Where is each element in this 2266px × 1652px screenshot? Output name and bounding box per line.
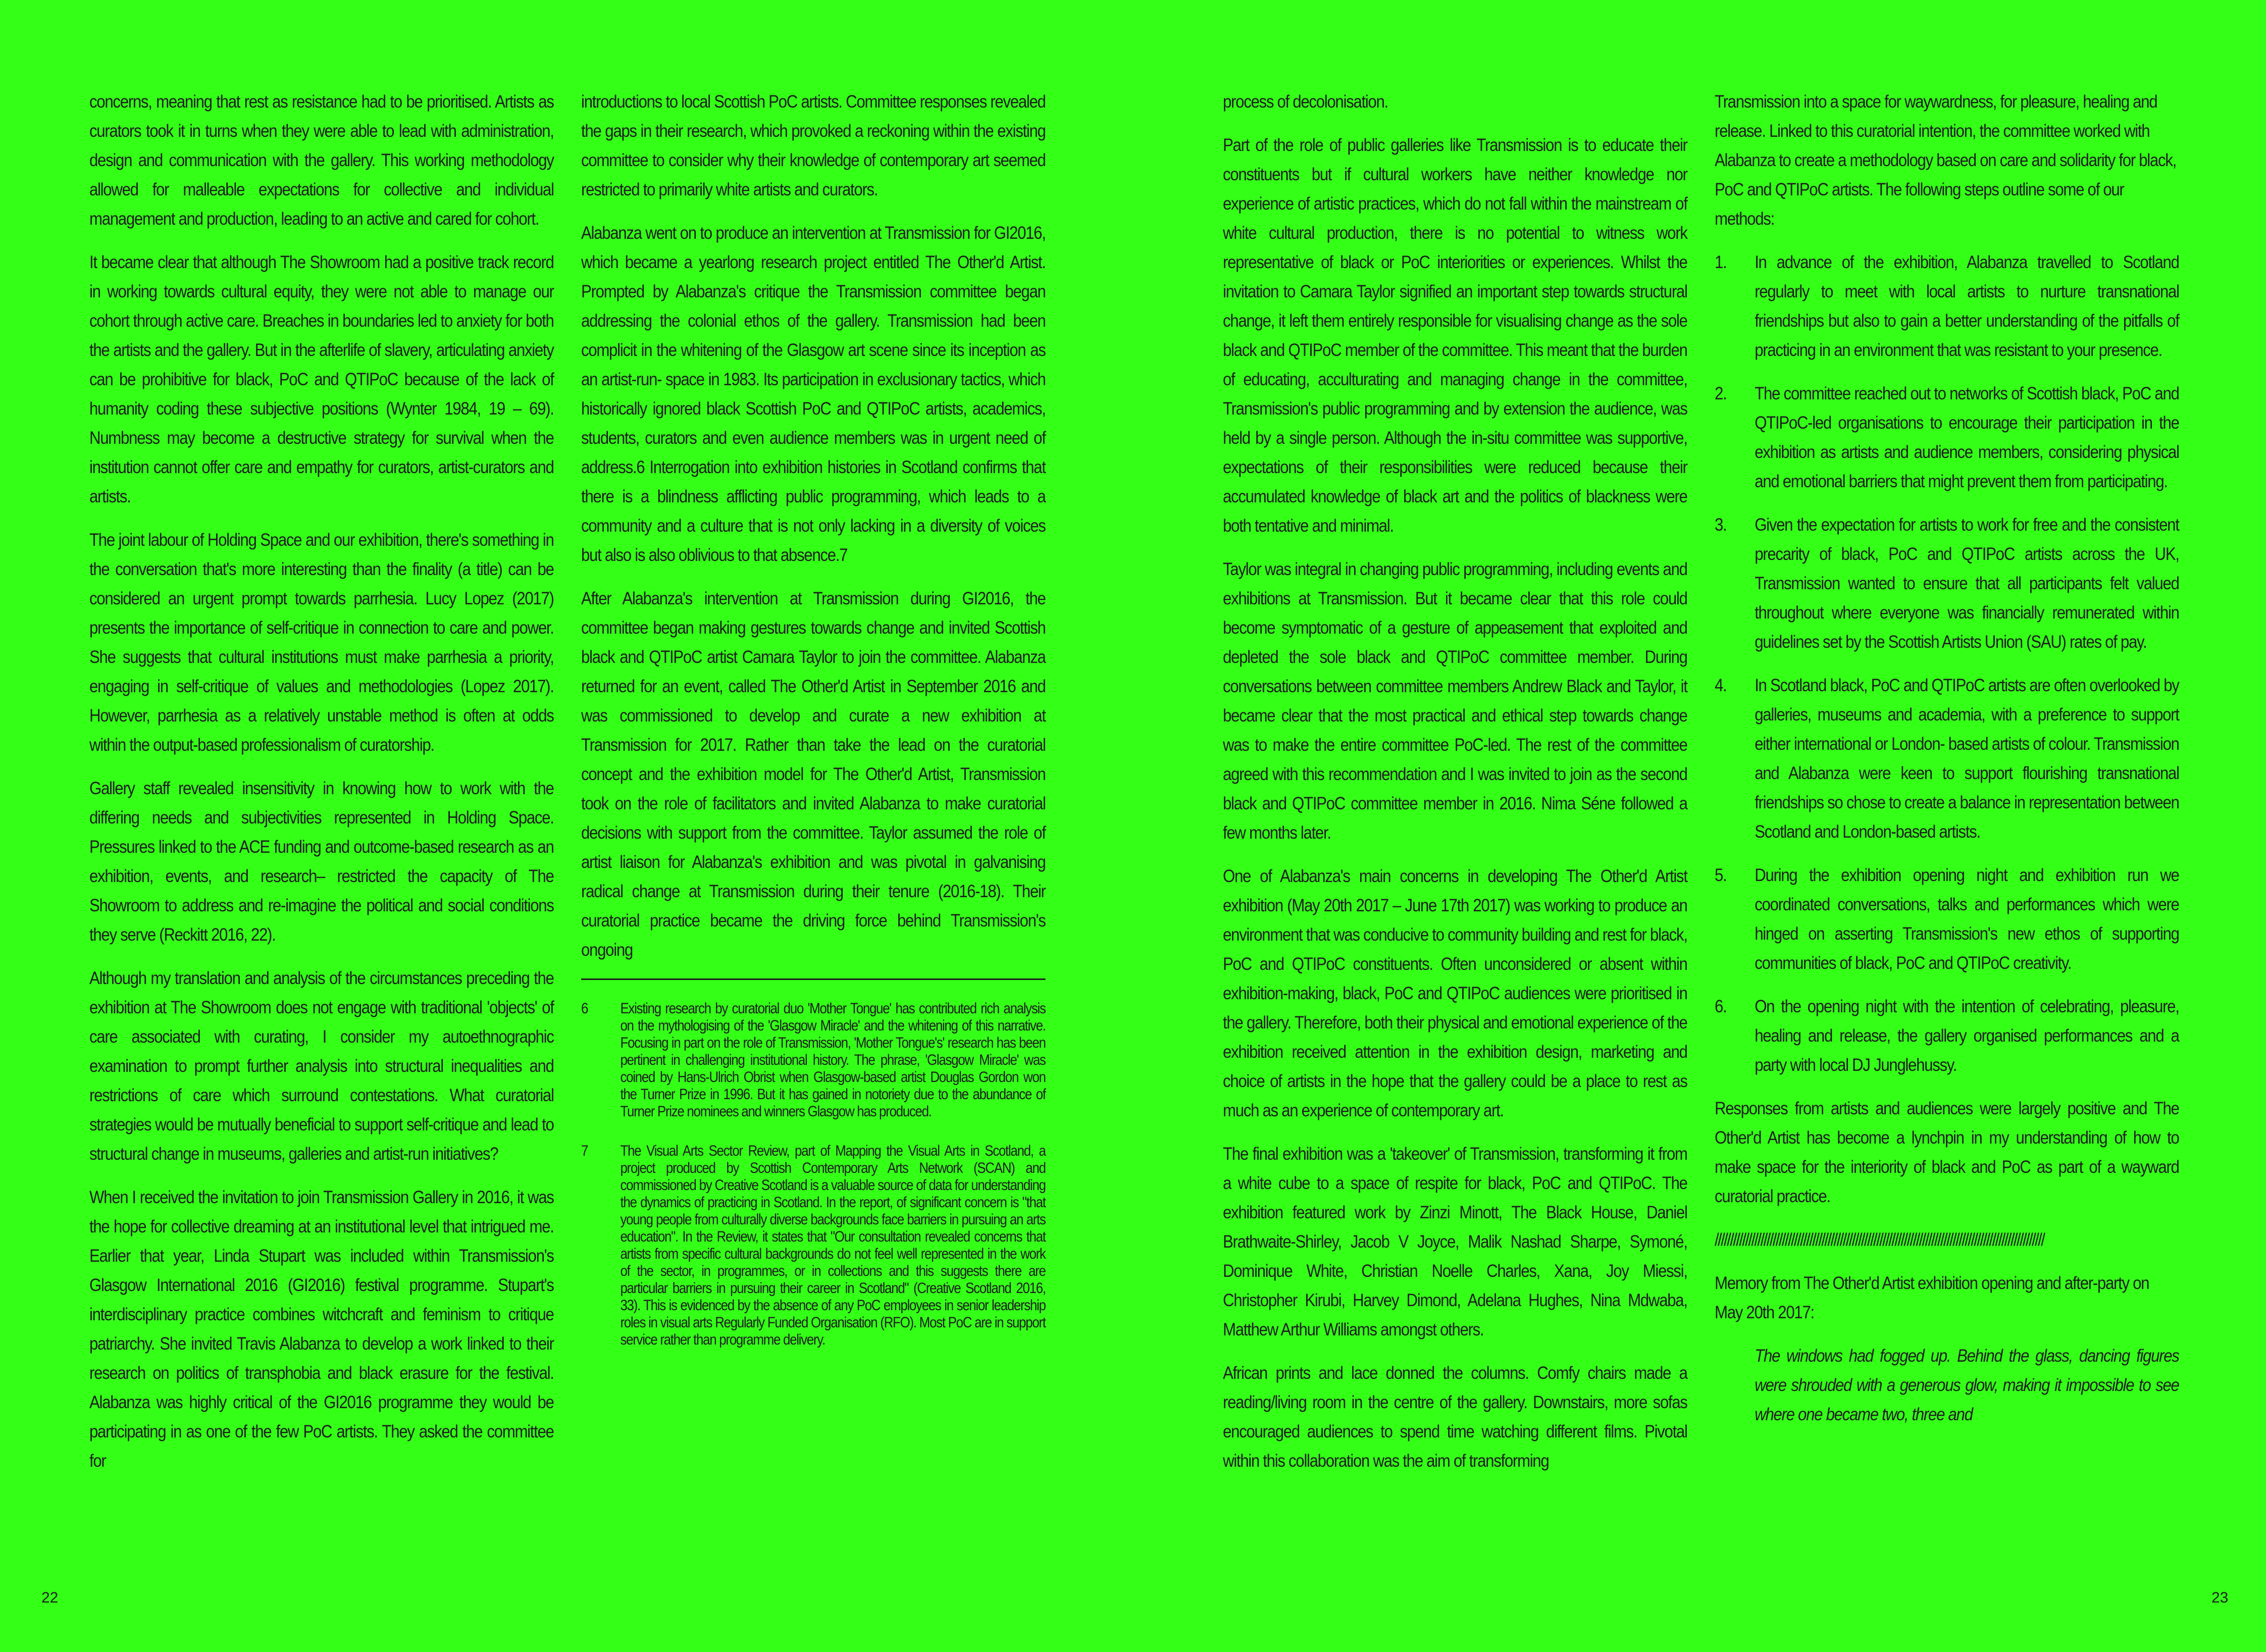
- paragraph: Although my translation and analysis of the circumstances preceding the exhibition at The Showroom does not engage with traditional 'objects' of care associated with curating, I consider my autoethnographic examination to prompt further analysis into structural inequalities and restrictions of care which surround contestations. What curatorial strategies would be mutually beneficial to support self-critique and lead to structural change in museums, galleries and artist-run initiatives?: [89, 968, 554, 1164]
- paragraph: Transmission into a space for waywardness, for pleasure, healing and release. Linked to this curatorial intention, the committee worked with Alabanza to create a methodology based on care and solidarity for black, PoC and QTIPoC artists. The following steps outline some of our methods:: [1715, 91, 2176, 229]
- paragraph: Responses from artists and audiences were largely positive and The Other'd Artist has become a lynchpin in my understanding of how to make space for the interiority of black and PoC as part of a wayward curatorial practice.: [1715, 1098, 2179, 1206]
- list-item: [1715, 860, 2179, 977]
- list-item: [1715, 992, 2179, 1079]
- list-text: The committee reached out to networks of Scottish black, PoC and QTIPoC-led organisations to encourage their participation in the exhibition as artists and audience members, considering physical and emotional barriers that might prevent them from participating.: [1755, 383, 2179, 491]
- list-text: On the opening night with the intention of celebrating, pleasure, healing and release, the gallery organised performances and a party with local DJ Junglehussy.: [1755, 996, 2179, 1075]
- list-number: 1.: [1715, 252, 1727, 272]
- paragraph: The joint labour of Holding Space and our exhibition, there's something in the conversation that's more interesting than the finality (a title) can be considered an urgent prompt towards parrhesia. Lucy Lopez (2017) presents the importance of self-critique in connection to care and power. She suggests that cultural institutions must make parrhesia a priority, engaging in self-critique of values and methodologies (Lopez 2017). However, parrhesia as a relatively unstable method is often at odds within the output-based professionalism of curatorship.: [89, 530, 554, 755]
- methods-list: [1715, 247, 2179, 1079]
- list-number: 6.: [1715, 996, 1727, 1016]
- paragraph: Taylor was integral in changing public programming, including events and exhibitions at Transmission. But it became clear that this role could become symptomatic of a gesture of appeasement that exploited and depleted the sole black and QTIPoC committee member. During conversations between committee members Andrew Black and Taylor, it became clear that the most practical and ethical step towards change was to make the entire committee PoC-led. The rest of the committee agreed with this recommendation and I was invited to join as the second black and QTIPoC committee member in 2016. Nima Séne followed a few months later.: [1223, 559, 1687, 843]
- list-text: In advance of the exhibition, Alabanza travelled to Scotland regularly to meet with local artists to nurture transnational friendships but also to gain a better understanding of the pitfalls of practicing in an environment that was resistant to your presence.: [1755, 252, 2179, 360]
- paragraph: African prints and lace donned the columns. Comfy chairs made a reading/living room in the centre of the gallery. Downstairs, more sofas encouraged audiences to spend time watching different films. Pivotal within this collaboration was the aim of transforming: [1223, 1363, 1687, 1471]
- list-number: 3.: [1715, 514, 1727, 535]
- footnote-number: 6: [581, 1000, 588, 1017]
- list-text: During the exhibition opening night and exhibition run we coordinated conversations, talks and performances which were hinged on asserting Transmission's new ethos of supporting communities of black, PoC and QTIPoC creativity.: [1755, 865, 2179, 973]
- paragraph: Gallery staff revealed insensitivity in knowing how to work with the differing needs and subjectivities represented in Holding Space. Pressures linked to the ACE funding and outcome-based research as an exhibition, events, and research– restricted the capacity of The Showroom to address and re-imagine the political and social conditions they serve (Reckitt 2016, 22).: [89, 778, 554, 945]
- footnote-text: The Visual Arts Sector Review, part of Mapping the Visual Arts in Scotland, a project produced by Scottish Contemporary Arts Network (SCAN) and commissioned by Creative Scotland is a valuable source of data for understanding the dynamics of practicing in Scotland. In the report, of significant concern is "that young people from culturally diverse backgrounds face barriers in pursuing an arts education". In the Review, it states that "Our consultation revealed concerns that artists from specific cultural backgrounds do not feel well represented in the work of the sector, in programmes, or in collections and this suggests there are particular barriers in pursuing their career in Scotland" (Creative Scotland 2016, 33). This is evidenced by the absence of any PoC employees in senior leadership roles in visual arts Regularly Funded Organisation (RFO). Most PoC are in support service rather than programme delivery.: [620, 1143, 1046, 1348]
- list-number: 5.: [1715, 865, 1727, 885]
- footnote-text: Existing research by curatorial duo 'Mother Tongue' has contributed rich analysis on the mythologising of the 'Glasgow Miracle' and the whitening of this narrative. Focusing in part on the role of Transmission, 'Mother Tongue's' research has been pertinent in challenging institutional history. The phrase, 'Glasgow Miracle' was coined by Hans-Ulrich Obrist when Glasgow-based artist Douglas Gordon won the Turner Prize in 1996. But it has gained in notoriety due to the abundance of Turner Prize nominees and winners Glasgow has produced.: [620, 1000, 1046, 1120]
- footnote-6: [581, 1000, 1046, 1120]
- right-page-column-2: [1715, 87, 2179, 1443]
- paragraph: concerns, meaning that rest as resistance had to be prioritised. Artists as curators took it in turns when they were able to lead with administration, design and communication with the gallery. This working methodology allowed for malleable expectations for collective and individual management and production, leading to an active and cared for cohort.: [89, 91, 554, 229]
- left-page-column-1: [89, 87, 554, 1489]
- paragraph: Part of the role of public galleries like Transmission is to educate their constituents but if cultural workers have neither knowledge nor experience of artistic practices, which do not fall within the mainstream of white cultural production, there is no potential to witness work representative of black or PoC interiorities or experiences. Whilst the invitation to Camara Taylor signified an important step towards structural change, it left them entirely responsible for visualising change as the sole black and QTIPoC member of the committee. This meant that the burden of educating, acculturating and managing change in the committee, Transmission's public programming and by extension the audience, was held by a single person. Although the in-situ committee was supportive, expectations of their responsibilities were reduced because their accumulated knowledge of black art and the politics of blackness were both tentative and minimal.: [1223, 135, 1687, 536]
- memory-caption: Memory from The Other'd Artist exhibition opening and after-party on May 20th 2017:: [1715, 1273, 2149, 1322]
- list-item: [1715, 510, 2179, 656]
- memory-quote: The windows had fogged up. Behind the glass, dancing figures were shrouded with a generous glow, making it impossible to see where one became two, three and: [1755, 1346, 2179, 1424]
- page-number-left: 22: [41, 1589, 59, 1606]
- left-page-column-2: [581, 87, 1046, 1371]
- list-item: [1715, 379, 2179, 496]
- paragraph: One of Alabanza's main concerns in developing The Other'd Artist exhibition (May 20th 2017 – June 17th 2017) was working to produce an environment that was conducive to community building and rest for black, PoC and QTIPoC constituents. Often unconsidered or absent within exhibition-making, black, PoC and QTIPoC audiences were prioritised in the gallery. Therefore, both their physical and emotional experience of the exhibition received attention in the exhibition design, marketing and choice of artists in the hope that the gallery could be a place to rest as much as an experience of contemporary art.: [1223, 866, 1687, 1120]
- paragraph: Alabanza went on to produce an intervention at Transmission for GI2016, which became a yearlong research project entitled The Other'd Artist. Prompted by Alabanza's critique the Transmission committee began addressing the colonial ethos of the gallery. Transmission had been complicit in the whitening of the Glasgow art scene since its inception as an artist-run- space in 1983. Its participation in exclusionary tactics, which historically ignored black Scottish PoC and QTIPoC artists, academics, students, curators and even audience members was in urgent need of address.6 Interrogation into exhibition histories in Scotland confirms that there is a blindness afflicting public programming, which leads to a community and a culture that is not only lacking in a diversity of voices but also is also oblivious to that absence.7: [581, 223, 1046, 565]
- paragraph: process of decolonisation.: [1223, 91, 1388, 112]
- page-number-right: 23: [2211, 1589, 2229, 1606]
- footnote-number: 7: [581, 1143, 588, 1159]
- list-text: In Scotland black, PoC and QTIPoC artists are often overlooked by galleries, museums and academia, with a preference to support either international or London- based artists of colour. Transmission and Alabanza were keen to support flourishing transnational friendships so chose to create a balance in representation between Scotland and London-based artists.: [1755, 675, 2179, 842]
- list-text: Given the expectation for artists to work for free and the consistent precarity of black, PoC and QTIPoC artists across the UK, Transmission wanted to ensure that all participants felt valued throughout where everyone was financially remunerated within guidelines set by the Scottish Artists Union (SAU) rates of pay.: [1755, 514, 2179, 652]
- right-page-column-1: [1223, 87, 1687, 1489]
- paragraph: After Alabanza's intervention at Transmission during GI2016, the committee began making gestures towards change and invited Scottish black and QTIPoC artist Camara Taylor to join the committee. Alabanza returned for an event, called The Other'd Artist in September 2016 and was commissioned to develop and curate a new exhibition at Transmission for 2017. Rather than take the lead on the curatorial concept and the exhibition model for The Other'd Artist, Transmission took on the role of facilitators and invited Alabanza to make curatorial decisions with support from the committee. Taylor assumed the role of artist liaison for Alabanza's exhibition and was pivotal in galvanising radical change at Transmission during their tenure (2016-18). Their curatorial practice became the driving force behind Transmission's ongoing: [581, 588, 1046, 960]
- list-number: 4.: [1715, 675, 1727, 695]
- list-item: [1715, 247, 2179, 365]
- slash-divider: ////////////////////////////////////////////////////////////////////////////////////////////////////////////: [1715, 1229, 2044, 1250]
- paragraph: When I received the invitation to join Transmission Gallery in 2016, it was the hope for collective dreaming at an institutional level that intrigued me. Earlier that year, Linda Stupart was included within Transmission's Glasgow International 2016 (GI2016) festival programme. Stupart's interdisciplinary practice combines witchcraft and feminism to critique patriarchy. She invited Travis Alabanza to develop a work linked to their research on politics of transphobia and black erasure for the festival. Alabanza was highly critical of the GI2016 programme they would be participating in as one of the few PoC artists. They asked the committee for: [89, 1187, 554, 1471]
- list-number: 2.: [1715, 383, 1727, 403]
- footnote-divider: [581, 978, 1046, 980]
- footnote-7: [581, 1143, 1046, 1349]
- paragraph: It became clear that although The Showroom had a positive track record in working towards cultural equity, they were not able to manage our cohort through active care. Breaches in boundaries led to anxiety for both the artists and the gallery. But in the afterlife of slavery, articulating anxiety can be prohibitive for black, PoC and QTIPoC because of the lack of humanity coding these subjective positions (Wynter 1984, 19 – 69). Numbness may become a destructive strategy for survival when the institution cannot offer care and empathy for curators, artist-curators and artists.: [89, 252, 554, 506]
- paragraph: The final exhibition was a 'takeover' of Transmission, transforming it from a white cube to a space of respite for black, PoC and QTIPoC. The exhibition featured work by Zinzi Minott, The Black House, Daniel Brathwaite-Shirley, Jacob V Joyce, Malik Nashad Sharpe, Symoné, Dominique White, Christian Noelle Charles, Xana, Joy Miessi, Christopher Kirubi, Harvey Dimond, Adelana Hughes, Nina Mdwaba, Matthew Arthur Williams amongst others.: [1223, 1144, 1687, 1339]
- list-item: [1715, 670, 2179, 846]
- paragraph: introductions to local Scottish PoC artists. Committee responses revealed the gaps in their research, which provoked a reckoning within the existing committee to consider why their knowledge of contemporary art seemed restricted to primarily white artists and curators.: [581, 91, 1046, 199]
